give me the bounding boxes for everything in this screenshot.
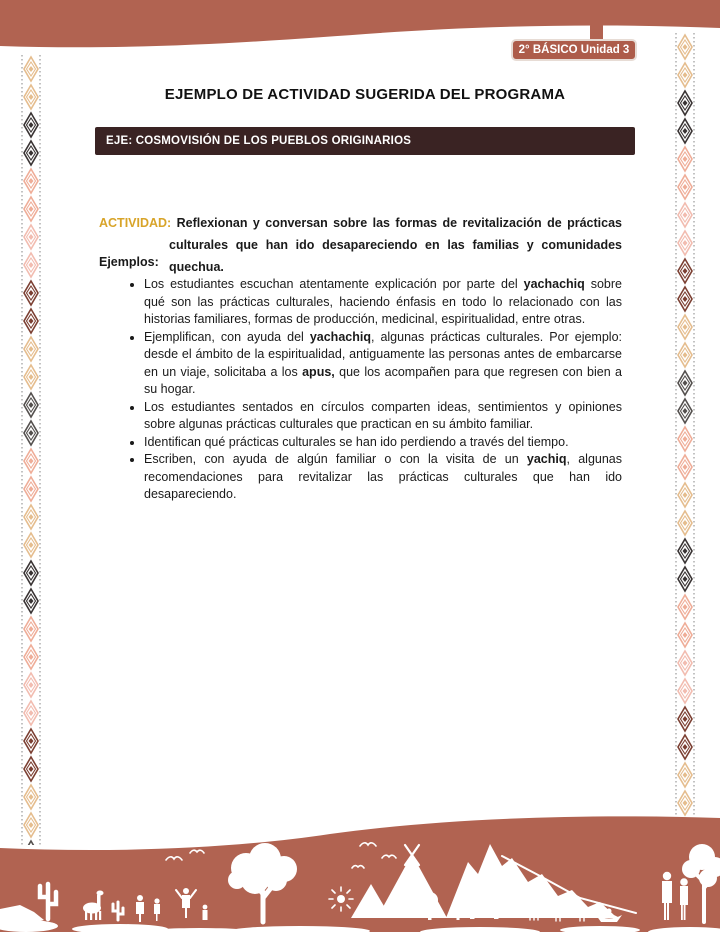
- andean-landscape-illustration: [0, 812, 720, 932]
- eje-bar-label: EJE: COSMOVISIÓN DE LOS PUEBLOS ORIGINARIOS: [106, 135, 412, 147]
- example-item: • Los estudiantes sentados en círculos comparten ideas, sentimientos y opiniones sobre algunas prácticas culturales que practican en su ámbito familiar.: [144, 399, 622, 434]
- examples-section: [99, 253, 622, 504]
- textile-pattern-left-icon: [21, 55, 41, 845]
- examples-heading: Ejemplos:: [99, 255, 159, 269]
- textile-border-left: [21, 55, 41, 850]
- example-item: • Ejemplifican, con ayuda del yachachiq, algunas prácticas culturales. Por ejemplo: desde el ámbito de la espiritualidad, antiguamente las personas antes de embarcarse en un viaje, solicitaba a los apus, que los acompañen para que regresen con bien a su hogar.: [144, 329, 622, 399]
- textile-border-right: [675, 33, 695, 822]
- unit-badge-label: 2° BÁSICO Unidad 3: [518, 44, 630, 56]
- example-item: • Los estudiantes escuchan atentamente explicación por parte del yachachiq sobre qué son las prácticas culturales, haciendo énfasis en todo lo relacionado con las historias familiares, formas de producción, medicinal, espiritualidad, entre otras.: [144, 276, 622, 329]
- example-item: • Escriben, con ayuda de algún familiar o con la visita de un yachiq, algunas recomendaciones para revitalizar las prácticas culturales que han ido desapareciendo.: [144, 451, 622, 504]
- page-title: EJEMPLO DE ACTIVIDAD SUGERIDA DEL PROGRAMA: [164, 86, 566, 103]
- eje-bar: [95, 127, 635, 155]
- textile-pattern-right-icon: [675, 33, 695, 817]
- example-item: • Identifican qué prácticas culturales se han ido perdiendo a través del tiempo.: [144, 434, 622, 452]
- example-list: [99, 276, 622, 504]
- activity-label: ACTIVIDAD:: [99, 215, 172, 230]
- unit-badge: [511, 39, 637, 61]
- activity-text: Reflexionan y conversan sobre las formas de revitalización de prácticas culturales que han ido desapareciendo en las familias y comunidades quechua.: [169, 215, 622, 274]
